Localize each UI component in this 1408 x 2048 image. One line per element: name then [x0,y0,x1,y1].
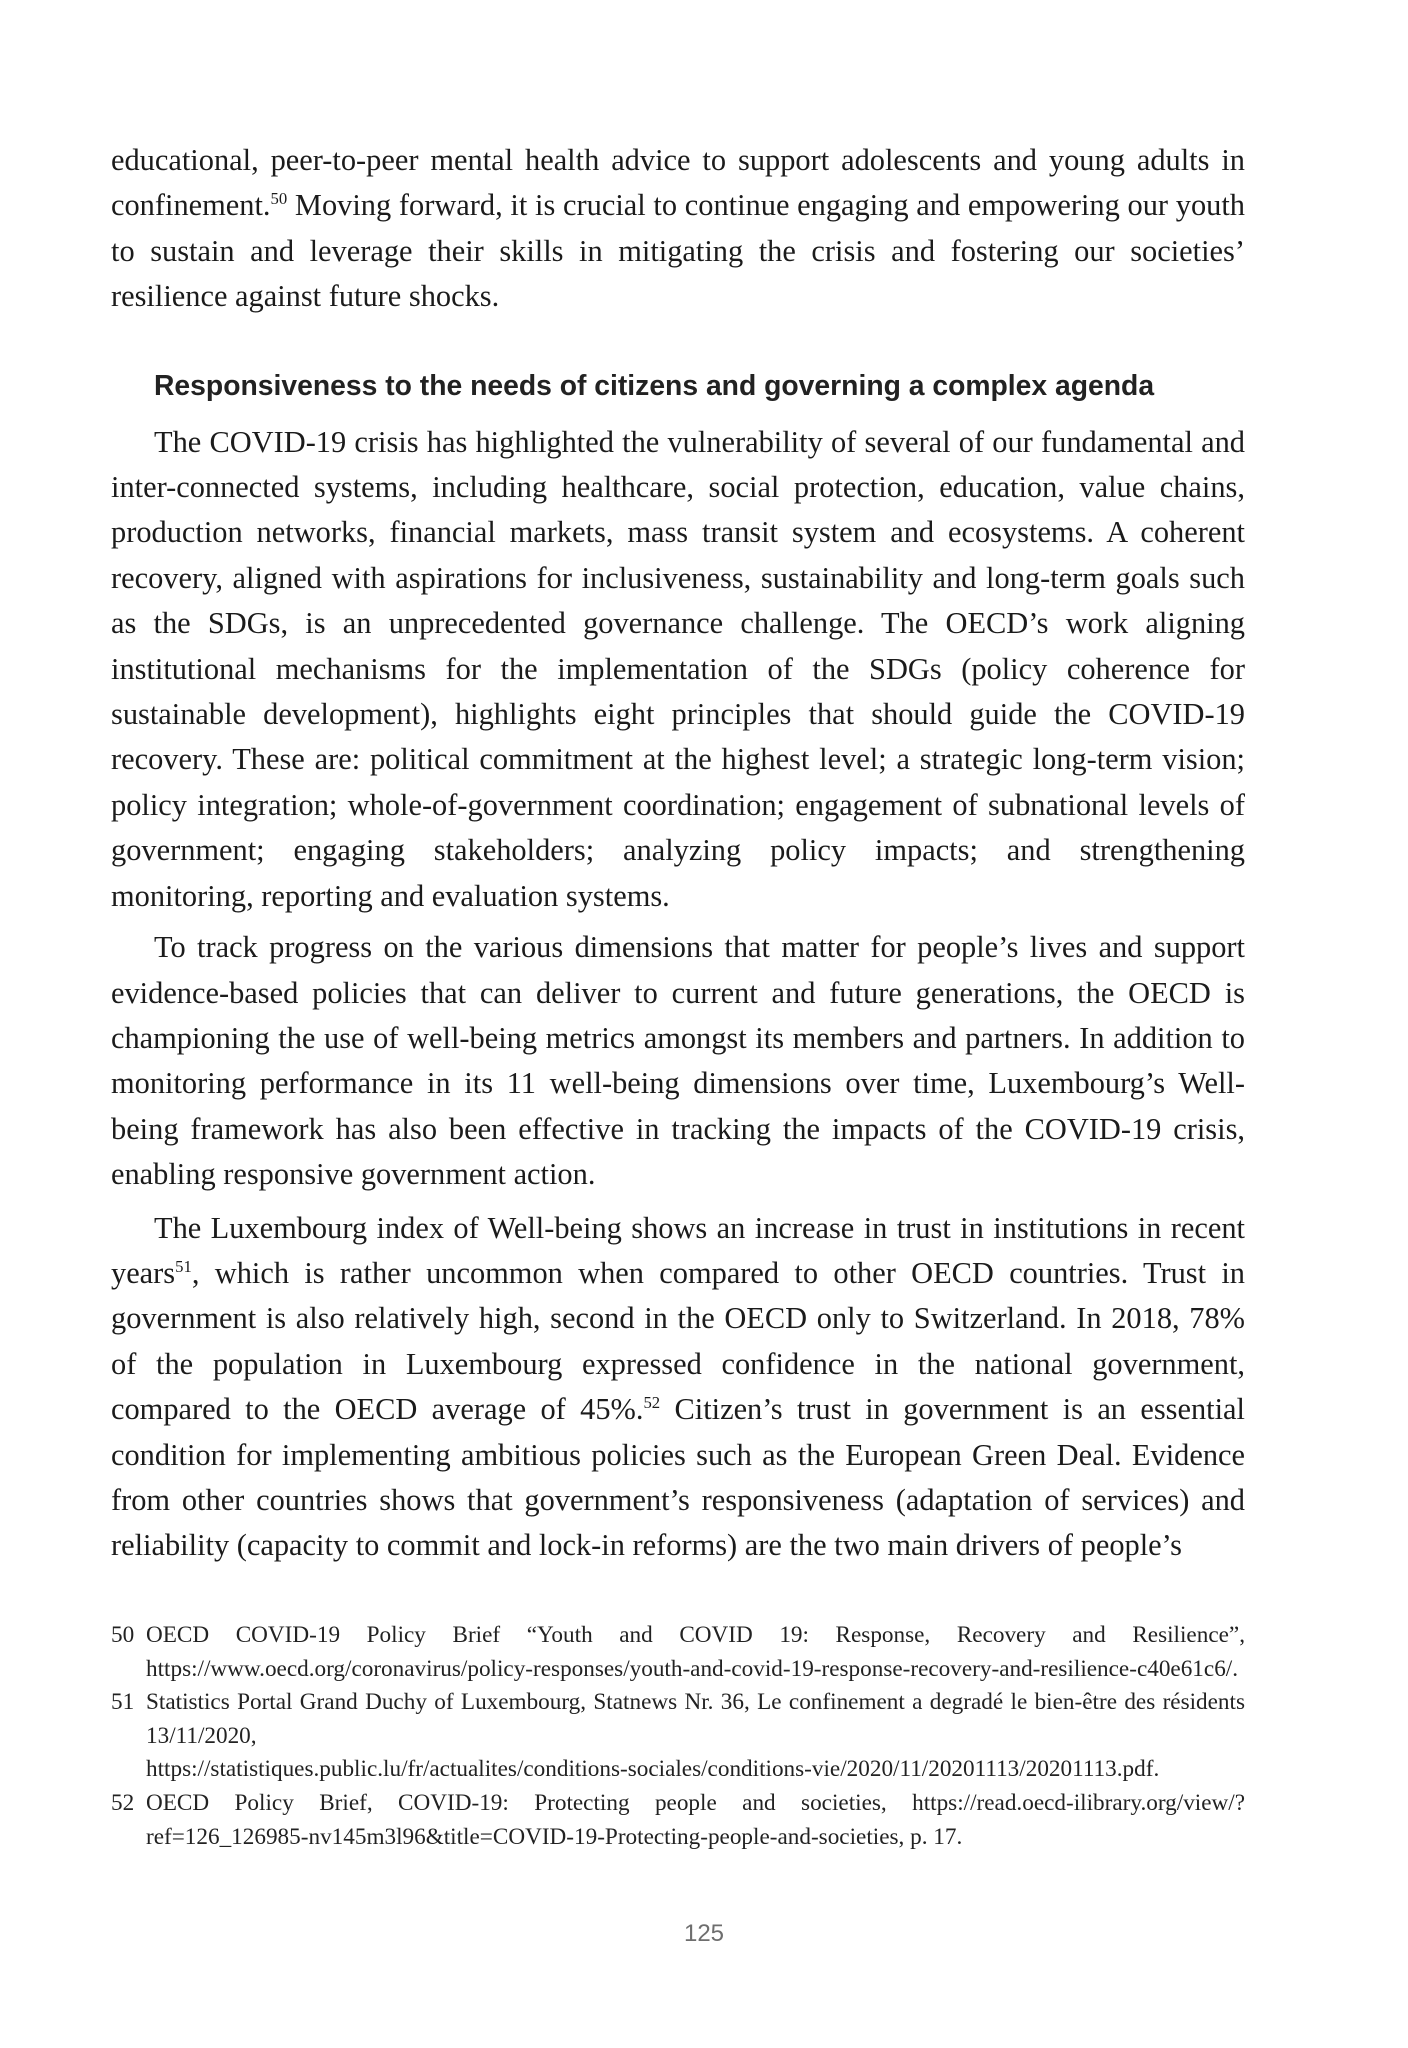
main-text [111,138,1245,1577]
paragraph-well-being-metrics: To track progress on the various dimensions that matter for people’s lives and support evidence-based policies that can deliver to current and future generations, the OECD is championing the use of well-being metrics amongst its members and partners. In addition to monitoring performance in its 11 well-being dimensions over time, Luxembourg’s Well-being framework has also been effective in tracking the impacts of the COVID-19 crisis, enabling responsive government action. [111,930,1245,1192]
text-run: Moving forward, it is crucial to continue engaging and empowering our youth to sustain and leverage their skills in mitigating the crisis and fostering our societies’ resilience against future shocks. [111,188,1245,314]
text-run: Citizen’s trust in government is an essential condition for implementing ambitious policies such as the European Green Deal. Evidence from other countries shows that government’s responsiveness (adaptation of services) and reliability (capacity to commit and lock-in reforms) are the two main drivers of people’s [111,1392,1245,1563]
footnote-52 [111,1787,1245,1854]
footnote-number: 50 [111,1622,135,1648]
footnote-citation: Statistics Portal Grand Duchy of Luxembourg, Statnews Nr. 36, Le confinement a degradé le bien-être des résidents 13/11/2020, [146,1689,1245,1749]
footnote-51 [111,1686,1245,1787]
text-run: educational, peer-to-peer mental health advice to support adolescents and young adults in confinement. [111,143,1245,223]
footnote-number: 51 [111,1689,135,1716]
paragraph-continuation [111,138,1245,320]
footnote-50 [111,1619,1245,1686]
text-run: The Luxembourg index of Well-being shows an increase in trust in institutions in recent years [111,1210,1245,1290]
footnote-number: 52 [111,1789,135,1816]
footnote-text [146,1686,1245,1787]
page-number: 125 [683,1920,725,1947]
footnote-ref-50[interactable]: 50 [270,189,288,209]
text-run: , which is rather uncommon when compared to other OECD countries. Trust in government is also relatively high, second in the OECD only to Switzerland. In 2018, 78% of the population in Luxembourg expressed confidence in the national government, compared to the OECD average of 45%. [111,1255,1245,1427]
paragraph-trust-institutions [111,1206,1245,1569]
footnote-ref-51[interactable]: 51 [175,1256,192,1276]
footnotes [111,1619,1245,1854]
footnote-ref-52[interactable]: 52 [643,1393,661,1413]
footnote-link[interactable]: https://statistiques.public.lu/fr/actualites/conditions-sociales/conditions-vie/2020/11/20201113/20201113.pdf. [146,1756,1160,1783]
footnote-text: OECD COVID-19 Policy Brief “Youth and COVID 19: Response, Recovery and Resilience”, https://www.oecd.org/coronavirus/policy-responses/youth-and-covid-19-response-recovery-and-resilience-c40e61c6/. [146,1622,1245,1682]
footnote-text: OECD Policy Brief, COVID-19: Protecting people and societies, https://read.oecd-ilibrary.org/view/?ref=126_126985-nv145m3l96&title=COVID-19-Protecting-people-and-societies, p. 17. [146,1789,1245,1850]
section-heading: Responsiveness to the needs of citizens and governing a complex agenda [154,368,1155,401]
paragraph-covid-systems: The COVID-19 crisis has highlighted the vulnerability of several of our fundamental and inter-connected systems, including healthcare, social protection, education, value chains, production networks, financial markets, mass transit system and ecosystems. A coherent recovery, aligned with aspirations for inclusiveness, sustainability and long-term goals such as the SDGs, is an unprecedented governance challenge. The OECD’s work aligning institutional mechanisms for the implementation of the SDGs (policy coherence for sustainable development), highlights eight principles that should guide the COVID-19 recovery. These are: political commitment at the highest level; a strategic long-term vision; policy integration; whole-of-government coordination; engagement of subnational levels of government; engaging stakeholders; analyzing policy impacts; and strengthening monitoring, reporting and evaluation systems. [111,424,1245,913]
